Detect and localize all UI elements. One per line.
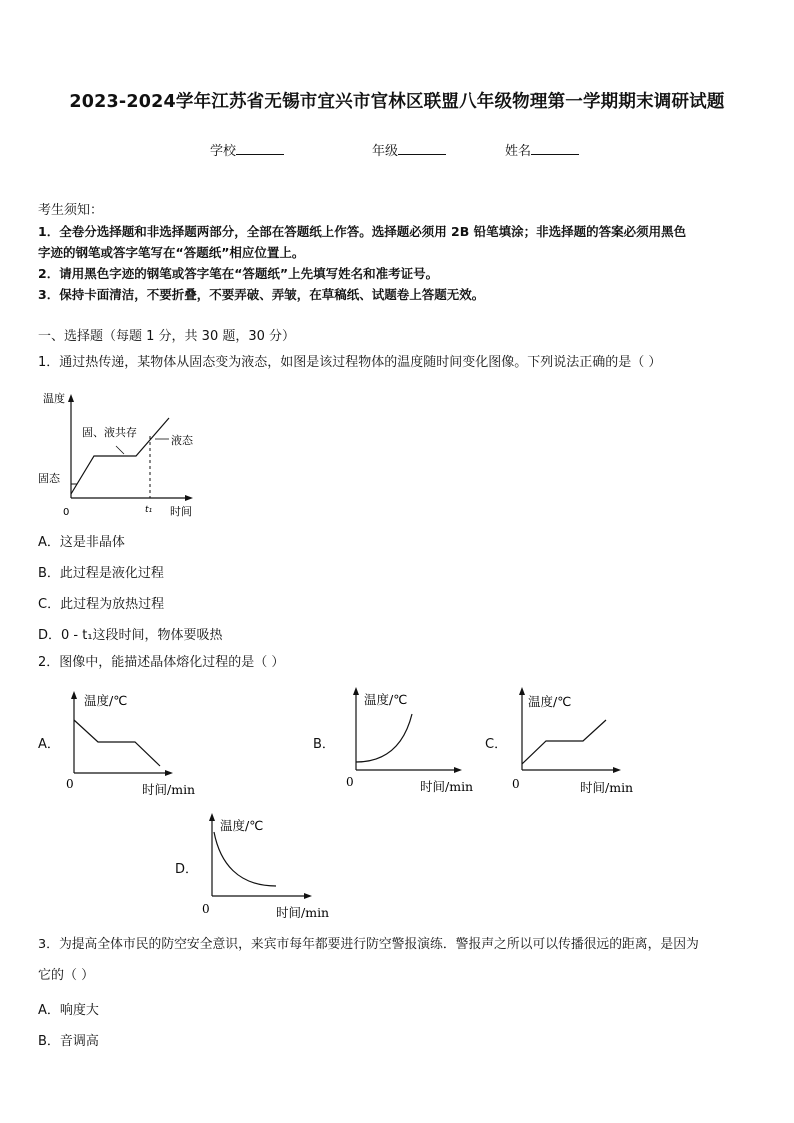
q2-a-origin: 0	[66, 777, 74, 791]
q1-solid-label: 固态	[38, 472, 60, 485]
q2-graph-d[interactable]	[198, 808, 348, 922]
q1-option-a[interactable]: A．这是非晶体	[38, 535, 125, 550]
q2-d-ylabel: 温度/℃	[220, 818, 264, 833]
grade-label: 年级	[372, 144, 399, 159]
q1-x-arrow	[185, 495, 193, 501]
q3-stem-line2: 它的（ ）	[38, 968, 95, 983]
notice-item-1: 1．全卷分选择题和非选择题两部分，全部在答题纸上作答。选择题必须用 2B 铅笔填涂；非选择题的答案必须用黑色	[38, 224, 687, 239]
page-title: 2023-2024学年江苏省无锡市宜兴市官林区联盟八年级物理第一学期期末调研试题	[69, 92, 725, 112]
name-label: 姓名	[505, 144, 532, 159]
q1-option-d[interactable]: D．0 - t₁这段时间，物体要吸热	[38, 628, 223, 643]
q2-option-b-letter[interactable]: B．	[313, 737, 335, 752]
q1-stem: 1．通过热传递，某物体从固态变为液态，如图是该过程物体的温度随时间变化图像。下列说法正确的是（ ）	[38, 355, 662, 370]
q1-y-arrow	[68, 394, 74, 402]
q2-b-origin: 0	[346, 775, 354, 789]
q2-option-c-letter[interactable]: C．	[485, 737, 508, 752]
q2-graph-a[interactable]	[60, 688, 210, 798]
q2-b-ylabel: 温度/℃	[364, 692, 408, 707]
q1-ylabel: 温度	[43, 392, 65, 405]
q2-a-xlabel: 时间/min	[142, 782, 196, 797]
q2-a-ylabel: 温度/℃	[84, 693, 128, 708]
q2-option-d-letter[interactable]: D．	[175, 862, 199, 877]
q2-b-xlabel: 时间/min	[420, 779, 474, 794]
q2-option-a-letter[interactable]: A．	[38, 737, 60, 752]
q2-d-origin: 0	[202, 902, 210, 916]
q2-d-xlabel: 时间/min	[276, 905, 330, 920]
school-label: 学校	[210, 144, 237, 159]
q2-c-origin: 0	[512, 777, 520, 791]
q2-a-curve	[74, 720, 160, 766]
q2-graph-b[interactable]	[342, 684, 492, 796]
notice-item-3: 3．保持卡面清洁，不要折叠，不要弄破、弄皱，在草稿纸、试题卷上答题无效。	[38, 287, 485, 302]
q2-d-curve	[214, 832, 276, 886]
q2-graph-c[interactable]	[508, 684, 658, 796]
q1-t1-label: t₁	[145, 505, 153, 515]
name-field[interactable]	[505, 140, 579, 159]
notice-item-1-cont: 字迹的钢笔或答字笔写在“答题纸”相应位置上。	[38, 245, 305, 260]
notice-heading: 考生须知：	[38, 203, 104, 218]
section-heading: 一、选择题（每题 1 分，共 30 题，30 分）	[38, 329, 296, 344]
q2-c-xlabel: 时间/min	[580, 780, 634, 795]
grade-blank[interactable]	[398, 143, 446, 155]
q1-mixed-label: 固、液共存	[82, 426, 137, 439]
q2-b-curve	[356, 714, 412, 762]
notice-item-2: 2．请用黑色字迹的钢笔或答字笔在“答题纸”上先填写姓名和准考证号。	[38, 266, 439, 281]
q1-option-b[interactable]: B．此过程是液化过程	[38, 566, 164, 581]
school-blank[interactable]	[236, 143, 284, 155]
name-blank[interactable]	[531, 143, 579, 155]
q1-option-c[interactable]: C．此过程为放热过程	[38, 597, 165, 612]
q3-option-a[interactable]: A．响度大	[38, 1003, 99, 1018]
q2-c-ylabel: 温度/℃	[528, 694, 572, 709]
q1-origin: 0	[63, 507, 70, 518]
q1-liquid-label: 液态	[171, 434, 193, 447]
q1-graph	[36, 386, 206, 522]
school-field[interactable]	[210, 140, 284, 159]
q3-option-b[interactable]: B．音调高	[38, 1034, 99, 1049]
q1-xlabel: 时间	[170, 505, 192, 518]
q2-c-curve	[522, 720, 606, 764]
grade-field[interactable]	[372, 140, 446, 159]
q2-stem: 2．图像中，能描述晶体熔化过程的是（ ）	[38, 655, 285, 670]
q1-mixed-pointer	[116, 446, 124, 454]
q3-stem-line1: 3．为提高全体市民的防空安全意识，来宾市每年都要进行防空警报演练．警报声之所以可以传播很远的距离，是因为	[38, 937, 699, 952]
